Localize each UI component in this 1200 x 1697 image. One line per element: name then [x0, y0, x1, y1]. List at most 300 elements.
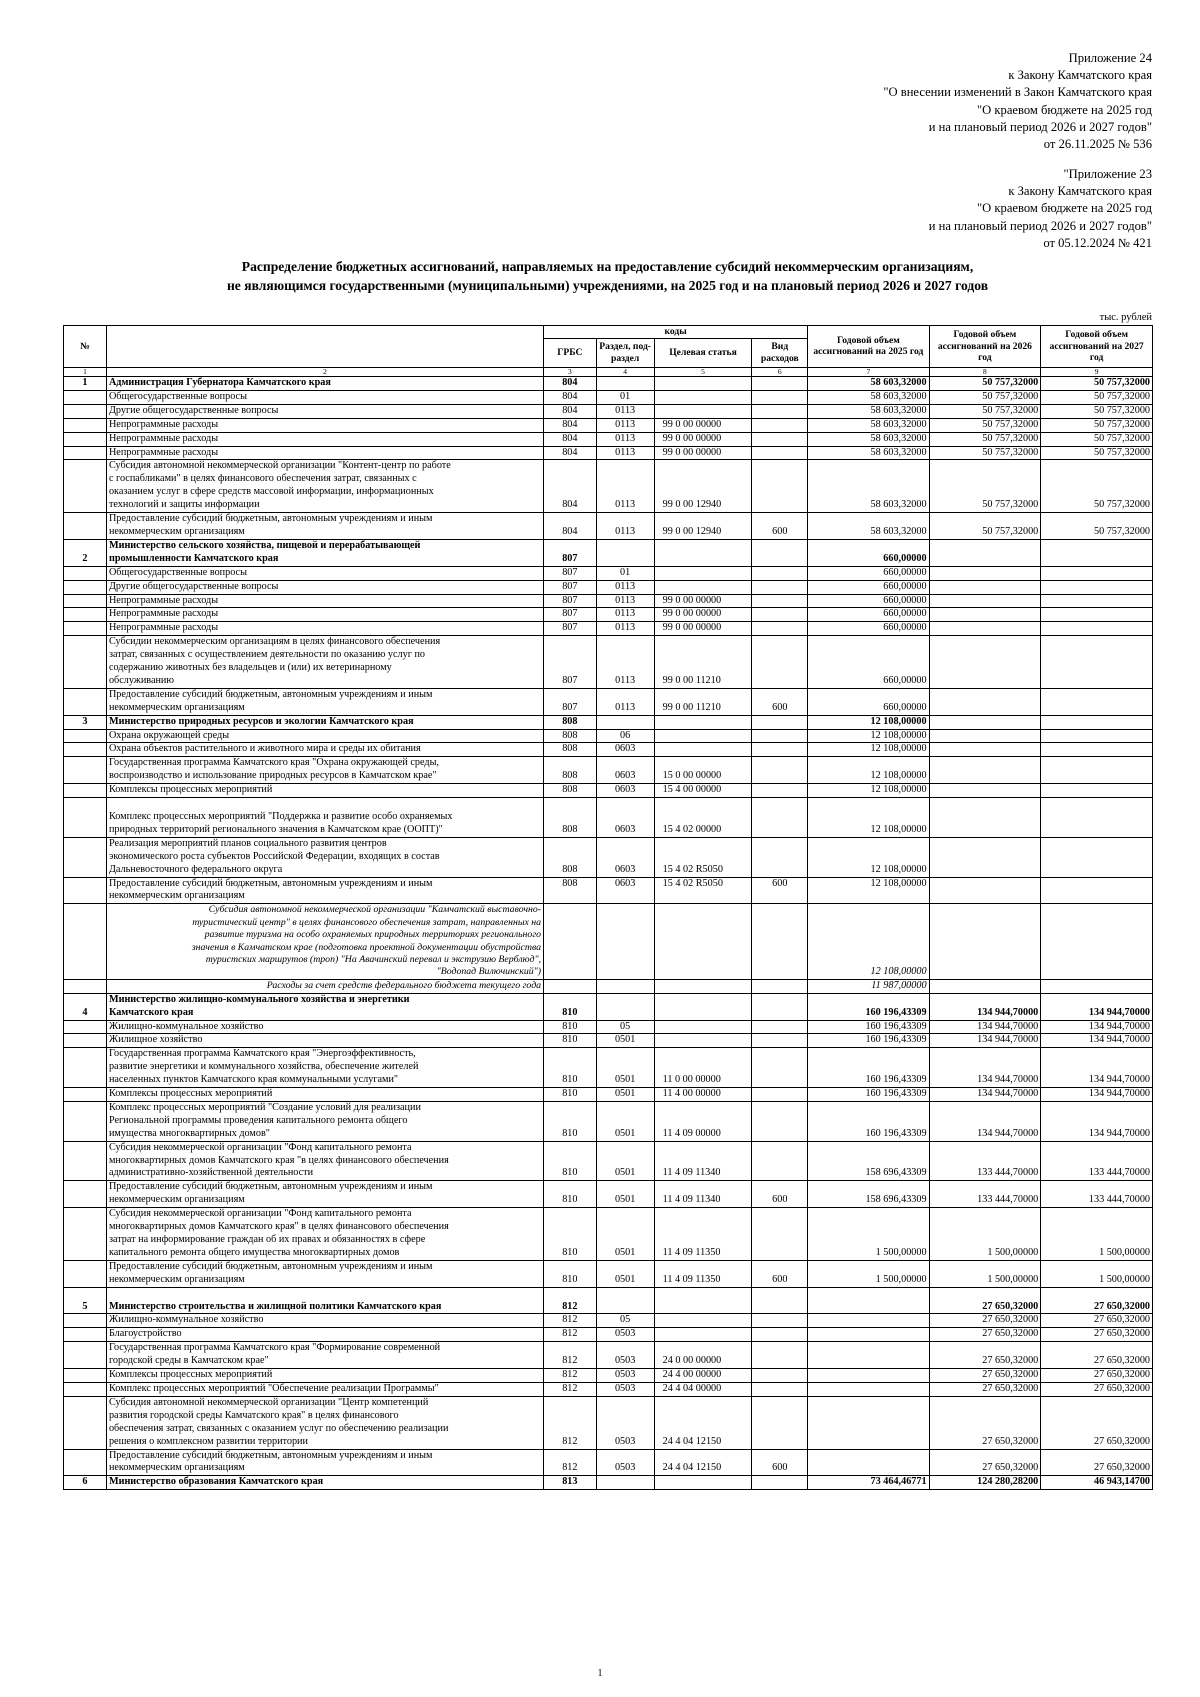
cell-amount-2025: 58 603,32000	[808, 418, 929, 432]
cell-target-article	[654, 1328, 752, 1342]
cell-amount-2026: 27 650,32000	[929, 1382, 1041, 1396]
cell-row-number	[64, 837, 107, 877]
cell-row-number	[64, 1449, 107, 1476]
cell-amount-2025: 158 696,43309	[808, 1181, 929, 1208]
cell-expense-type	[752, 784, 808, 798]
cell-expense-type	[752, 1342, 808, 1369]
cell-amount-2027	[1041, 580, 1153, 594]
cell-amount-2027	[1041, 539, 1153, 566]
cell-target-article: 15 4 02 R5050	[654, 877, 752, 904]
cell-name: Непрограммные расходы	[106, 622, 543, 636]
cell-grbs: 812	[544, 1342, 597, 1369]
cell-name: Комплекс процессных мероприятий "Поддержка и развитие особо охраняемых природных территорий регионального значения в Камчатском крае (ООПТ)"	[106, 798, 543, 838]
cell-row-number	[64, 1141, 107, 1181]
table-row	[64, 743, 1153, 757]
cell-amount-2026	[929, 979, 1041, 993]
cell-amount-2027	[1041, 622, 1153, 636]
table-row	[64, 688, 1153, 715]
cell-grbs: 808	[544, 877, 597, 904]
cell-amount-2026	[929, 784, 1041, 798]
cell-expense-type	[752, 904, 808, 979]
header-line: и на плановый период 2026 и 2027 годов"	[928, 218, 1152, 233]
cell-section: 0113	[596, 580, 654, 594]
cell-amount-2026: 27 650,32000	[929, 1369, 1041, 1383]
cell-amount-2027: 134 944,70000	[1041, 993, 1153, 1020]
cell-target-article: 15 0 00 00000	[654, 757, 752, 784]
cell-row-number	[64, 1382, 107, 1396]
cell-amount-2026	[929, 566, 1041, 580]
cell-amount-2025: 12 108,00000	[808, 743, 929, 757]
table-row	[64, 1034, 1153, 1048]
cell-target-article: 24 4 04 00000	[654, 1382, 752, 1396]
cell-section: 0503	[596, 1396, 654, 1449]
cell-expense-type	[752, 743, 808, 757]
cell-grbs: 804	[544, 432, 597, 446]
cell-name: Другие общегосударственные вопросы	[106, 580, 543, 594]
document-title	[60, 257, 1155, 295]
cell-row-number: 2	[64, 539, 107, 566]
cell-amount-2025: 58 603,32000	[808, 432, 929, 446]
cell-amount-2025: 73 464,46771	[808, 1476, 929, 1490]
cell-name: Министерство образования Камчатского края	[106, 1476, 543, 1490]
cell-name: Другие общегосударственные вопросы	[106, 404, 543, 418]
cell-amount-2027	[1041, 715, 1153, 729]
cell-amount-2026: 124 280,28200	[929, 1476, 1041, 1490]
cell-expense-type	[752, 418, 808, 432]
cell-target-article: 15 4 00 00000	[654, 784, 752, 798]
title-line: Распределение бюджетных ассигнований, направляемых на предоставление субсидий некоммерческим организациям,	[241, 259, 974, 274]
table-note-row	[64, 904, 1153, 979]
cell-section: 0113	[596, 418, 654, 432]
cell-amount-2025: 660,00000	[808, 688, 929, 715]
cell-section: 0113	[596, 688, 654, 715]
cell-name: Предоставление субсидий бюджетным, автономным учреждениям и иным некоммерческим организациям	[106, 688, 543, 715]
cell-name: Комплекс процессных мероприятий "Создание условий для реализации Региональной программы проведения капитального ремонта общего имущества многоквартирных домов"	[106, 1101, 543, 1141]
cell-amount-2025: 12 108,00000	[808, 757, 929, 784]
cell-grbs: 808	[544, 784, 597, 798]
table-row	[64, 877, 1153, 904]
cell-grbs: 807	[544, 608, 597, 622]
cell-amount-2026: 50 757,32000	[929, 460, 1041, 513]
cell-target-article: 99 0 00 11210	[654, 636, 752, 689]
table-row	[64, 798, 1153, 838]
header-line: Приложение 24	[1068, 51, 1152, 65]
cell-amount-2026	[929, 877, 1041, 904]
cell-target-article: 11 0 00 00000	[654, 1048, 752, 1088]
cell-section: 0501	[596, 1034, 654, 1048]
cell-expense-type	[752, 1476, 808, 1490]
cell-name: Непрограммные расходы	[106, 608, 543, 622]
cell-section: 0503	[596, 1449, 654, 1476]
cell-amount-2025: 58 603,32000	[808, 404, 929, 418]
cell-target-article: 99 0 00 00000	[654, 446, 752, 460]
cell-expense-type	[752, 580, 808, 594]
cell-target-article	[654, 729, 752, 743]
cell-amount-2026: 50 757,32000	[929, 377, 1041, 391]
cell-name: Министерство сельского хозяйства, пищевой и перерабатывающей промышленности Камчатского края	[106, 539, 543, 566]
cell-amount-2026: 27 650,32000	[929, 1396, 1041, 1449]
cell-section: 0113	[596, 636, 654, 689]
table-row	[64, 1396, 1153, 1449]
cell-amount-2027: 27 650,32000	[1041, 1342, 1153, 1369]
cell-name: Министерство жилищно-коммунального хозяйства и энергетики Камчатского края	[106, 993, 543, 1020]
cell-name: Комплексы процессных мероприятий	[106, 1088, 543, 1102]
cell-section: 0501	[596, 1088, 654, 1102]
appendix-24-header	[883, 50, 1152, 153]
cell-amount-2026: 134 944,70000	[929, 1034, 1041, 1048]
cell-grbs: 812	[544, 1449, 597, 1476]
cell-name: Субсидия автономной некоммерческой организации "Камчатский выставочно- туристический центр" в целях финансового обеспечения затрат, направленных на развитие туризма на особо охраняемых природных территориях регионального значения в Камчатском крае (подготовка проектной документации обустройства туристских маршрутов (троп) "На Авачинский перевал и экструзию Верблюд", "Водопад Вилючинский")	[106, 904, 543, 979]
cell-section: 0113	[596, 608, 654, 622]
cell-expense-type: 600	[752, 688, 808, 715]
cell-amount-2027	[1041, 743, 1153, 757]
table-row	[64, 1342, 1153, 1369]
cell-amount-2025: 660,00000	[808, 636, 929, 689]
col-header-2026: Годовой объем ассигнований на 2026 год	[929, 326, 1041, 368]
cell-amount-2027: 50 757,32000	[1041, 404, 1153, 418]
cell-section	[596, 377, 654, 391]
cell-amount-2026: 50 757,32000	[929, 432, 1041, 446]
cell-name: Общегосударственные вопросы	[106, 566, 543, 580]
cell-target-article: 11 4 09 11340	[654, 1141, 752, 1181]
cell-expense-type	[752, 539, 808, 566]
cell-grbs: 810	[544, 1181, 597, 1208]
table-row	[64, 1181, 1153, 1208]
cell-row-number	[64, 1369, 107, 1383]
cell-row-number: 5	[64, 1287, 107, 1314]
cell-name: Непрограммные расходы	[106, 446, 543, 460]
cell-row-number	[64, 877, 107, 904]
cell-grbs: 812	[544, 1382, 597, 1396]
cell-grbs: 812	[544, 1314, 597, 1328]
cell-name: Комплекс процессных мероприятий "Обеспечение реализации Программы"	[106, 1382, 543, 1396]
cell-name: Благоустройство	[106, 1328, 543, 1342]
table-row	[64, 1449, 1153, 1476]
cell-section: 0113	[596, 432, 654, 446]
table-row	[64, 404, 1153, 418]
cell-amount-2027: 27 650,32000	[1041, 1328, 1153, 1342]
cell-grbs: 808	[544, 837, 597, 877]
cell-expense-type	[752, 993, 808, 1020]
cell-amount-2025: 1 500,00000	[808, 1260, 929, 1287]
cell-expense-type: 600	[752, 1181, 808, 1208]
table-row	[64, 1314, 1153, 1328]
cell-amount-2025	[808, 1314, 929, 1328]
cell-amount-2026: 27 650,32000	[929, 1314, 1041, 1328]
cell-row-number	[64, 636, 107, 689]
cell-name: Жилищно-коммунальное хозяйство	[106, 1314, 543, 1328]
cell-section: 0603	[596, 837, 654, 877]
cell-section: 0501	[596, 1048, 654, 1088]
cell-row-number	[64, 418, 107, 432]
cell-grbs: 810	[544, 1208, 597, 1261]
cell-row-number	[64, 1181, 107, 1208]
header-line: к Закону Камчатского края	[1008, 68, 1152, 83]
cell-target-article: 99 0 00 00000	[654, 432, 752, 446]
cell-row-number	[64, 1208, 107, 1261]
cell-expense-type: 600	[752, 1449, 808, 1476]
cell-amount-2026	[929, 539, 1041, 566]
cell-target-article	[654, 539, 752, 566]
title-line: не являющимся государственными (муниципальными) учреждениями, на 2025 год и на плановый период 2026 и 2027 годов	[226, 278, 989, 293]
cell-expense-type	[752, 1314, 808, 1328]
cell-grbs: 808	[544, 743, 597, 757]
cell-amount-2025	[808, 1369, 929, 1383]
cell-grbs: 808	[544, 757, 597, 784]
cell-amount-2027: 27 650,32000	[1041, 1382, 1153, 1396]
cell-amount-2026	[929, 757, 1041, 784]
cell-target-article: 11 4 09 11350	[654, 1260, 752, 1287]
cell-amount-2027: 27 650,32000	[1041, 1449, 1153, 1476]
cell-amount-2026: 50 757,32000	[929, 404, 1041, 418]
table-row	[64, 1260, 1153, 1287]
cell-grbs: 807	[544, 566, 597, 580]
cell-section: 0603	[596, 743, 654, 757]
cell-amount-2025: 12 108,00000	[808, 715, 929, 729]
cell-name: Предоставление субсидий бюджетным, автономным учреждениям и иным некоммерческим организациям	[106, 1449, 543, 1476]
col-number: 3	[544, 367, 597, 377]
cell-row-number	[64, 1088, 107, 1102]
cell-target-article: 99 0 00 12940	[654, 460, 752, 513]
cell-name: Непрограммные расходы	[106, 594, 543, 608]
cell-row-number	[64, 1048, 107, 1088]
cell-amount-2027	[1041, 594, 1153, 608]
header-line: от 05.12.2024 № 421	[1043, 235, 1152, 250]
cell-amount-2025: 58 603,32000	[808, 446, 929, 460]
cell-name: Государственная программа Камчатского края "Энергоэффективность, развитие энергетики и коммунального хозяйства, обеспечение жителей населенных пунктов Камчатского края коммунальными услугами"	[106, 1048, 543, 1088]
cell-grbs: 807	[544, 539, 597, 566]
cell-amount-2025: 58 603,32000	[808, 390, 929, 404]
cell-amount-2027: 134 944,70000	[1041, 1088, 1153, 1102]
cell-section: 0113	[596, 513, 654, 540]
cell-name: Предоставление субсидий бюджетным, автономным учреждениям и иным некоммерческим организациям	[106, 1260, 543, 1287]
cell-target-article: 11 4 09 11350	[654, 1208, 752, 1261]
cell-row-number	[64, 594, 107, 608]
table-row	[64, 1208, 1153, 1261]
cell-target-article	[654, 1476, 752, 1490]
cell-name: Субсидия автономной некоммерческой организации "Центр компетенций развития городской среды Камчатского края" в целях финансового обеспечения затрат, связанных с оказанием услуг по обеспечению реализации решения о комплексном развитии территории	[106, 1396, 543, 1449]
header-line: к Закону Камчатского края	[1008, 184, 1152, 199]
col-header-codes: коды	[544, 326, 808, 339]
table-row	[64, 432, 1153, 446]
cell-target-article: 11 4 00 00000	[654, 1088, 752, 1102]
cell-grbs: 807	[544, 688, 597, 715]
cell-amount-2027: 50 757,32000	[1041, 390, 1153, 404]
cell-amount-2025: 160 196,43309	[808, 1048, 929, 1088]
cell-section: 0501	[596, 1260, 654, 1287]
table-row	[64, 460, 1153, 513]
cell-target-article: 15 4 02 R5050	[654, 837, 752, 877]
cell-section	[596, 1476, 654, 1490]
cell-row-number	[64, 979, 107, 993]
cell-section	[596, 979, 654, 993]
cell-name: Непрограммные расходы	[106, 418, 543, 432]
cell-amount-2026: 50 757,32000	[929, 446, 1041, 460]
cell-section: 06	[596, 729, 654, 743]
cell-expense-type	[752, 636, 808, 689]
cell-row-number	[64, 1260, 107, 1287]
cell-amount-2027: 134 944,70000	[1041, 1020, 1153, 1034]
cell-amount-2026	[929, 636, 1041, 689]
cell-amount-2026	[929, 608, 1041, 622]
cell-amount-2025	[808, 1328, 929, 1342]
cell-expense-type	[752, 729, 808, 743]
cell-amount-2025: 660,00000	[808, 622, 929, 636]
cell-row-number	[64, 513, 107, 540]
cell-grbs: 812	[544, 1396, 597, 1449]
cell-grbs: 808	[544, 798, 597, 838]
cell-name: Охрана объектов растительного и животного мира и среды их обитания	[106, 743, 543, 757]
col-number: 5	[654, 367, 752, 377]
cell-expense-type	[752, 837, 808, 877]
cell-name: Реализация мероприятий планов социального развития центров экономического роста субъектов Российской Федерации, входящих в состав Дальневосточного федерального округа	[106, 837, 543, 877]
col-number: 9	[1041, 367, 1153, 377]
cell-name: Жилищное хозяйство	[106, 1034, 543, 1048]
table-row	[64, 993, 1153, 1020]
cell-amount-2027: 134 944,70000	[1041, 1101, 1153, 1141]
cell-section: 05	[596, 1314, 654, 1328]
cell-amount-2027: 50 757,32000	[1041, 513, 1153, 540]
cell-expense-type	[752, 566, 808, 580]
cell-amount-2026	[929, 580, 1041, 594]
cell-target-article	[654, 377, 752, 391]
table-row	[64, 1287, 1153, 1314]
table-row	[64, 1048, 1153, 1088]
cell-amount-2025: 58 603,32000	[808, 377, 929, 391]
cell-target-article: 24 4 00 00000	[654, 1369, 752, 1383]
budget-table	[63, 325, 1153, 1490]
cell-amount-2025: 160 196,43309	[808, 1101, 929, 1141]
cell-row-number	[64, 432, 107, 446]
header-line: от 26.11.2025 № 536	[1043, 137, 1152, 152]
cell-row-number: 1	[64, 377, 107, 391]
col-header-name	[106, 326, 543, 368]
cell-grbs: 810	[544, 1101, 597, 1141]
cell-grbs: 807	[544, 636, 597, 689]
col-number: 7	[808, 367, 929, 377]
cell-target-article	[654, 566, 752, 580]
cell-grbs: 807	[544, 622, 597, 636]
col-number: 1	[64, 367, 107, 377]
cell-amount-2027	[1041, 904, 1153, 979]
cell-amount-2026	[929, 904, 1041, 979]
table-row	[64, 1101, 1153, 1141]
cell-target-article	[654, 1020, 752, 1034]
cell-target-article: 99 0 00 00000	[654, 418, 752, 432]
cell-row-number	[64, 608, 107, 622]
table-row	[64, 1382, 1153, 1396]
header-line: "О краевом бюджете на 2025 год	[977, 102, 1152, 117]
cell-row-number: 3	[64, 715, 107, 729]
cell-expense-type	[752, 594, 808, 608]
cell-amount-2025: 12 108,00000	[808, 729, 929, 743]
cell-grbs: 810	[544, 1020, 597, 1034]
cell-target-article	[654, 1314, 752, 1328]
cell-amount-2025: 12 108,00000	[808, 877, 929, 904]
cell-row-number	[64, 1101, 107, 1141]
cell-amount-2025	[808, 1449, 929, 1476]
cell-name: Администрация Губернатора Камчатского края	[106, 377, 543, 391]
cell-amount-2025: 160 196,43309	[808, 1088, 929, 1102]
cell-expense-type	[752, 404, 808, 418]
cell-amount-2026: 134 944,70000	[929, 1020, 1041, 1034]
table-row	[64, 636, 1153, 689]
cell-row-number	[64, 729, 107, 743]
cell-expense-type	[752, 1048, 808, 1088]
cell-amount-2027	[1041, 757, 1153, 784]
cell-target-article	[654, 993, 752, 1020]
cell-name: Охрана окружающей среды	[106, 729, 543, 743]
cell-grbs: 810	[544, 1260, 597, 1287]
cell-name: Субсидии некоммерческим организациям в целях финансового обеспечения затрат, связанных с осуществлением деятельности по оказанию услуг по содержанию животных без владельцев и (или) их ветеринарному обслуживанию	[106, 636, 543, 689]
cell-amount-2026: 27 650,32000	[929, 1287, 1041, 1314]
col-number: 8	[929, 367, 1041, 377]
cell-amount-2025: 160 196,43309	[808, 1020, 929, 1034]
cell-amount-2027: 27 650,32000	[1041, 1369, 1153, 1383]
cell-amount-2027: 134 944,70000	[1041, 1048, 1153, 1088]
cell-amount-2025: 12 108,00000	[808, 784, 929, 798]
cell-amount-2025: 12 108,00000	[808, 837, 929, 877]
col-header-grbs: ГРБС	[544, 338, 597, 367]
cell-amount-2026	[929, 729, 1041, 743]
cell-section: 0501	[596, 1101, 654, 1141]
cell-target-article: 11 4 09 11340	[654, 1181, 752, 1208]
cell-target-article: 99 0 00 00000	[654, 622, 752, 636]
cell-amount-2025: 660,00000	[808, 566, 929, 580]
cell-amount-2026	[929, 688, 1041, 715]
cell-amount-2027: 1 500,00000	[1041, 1208, 1153, 1261]
cell-target-article: 99 0 00 00000	[654, 608, 752, 622]
cell-name: Непрограммные расходы	[106, 432, 543, 446]
cell-name: Расходы за счет средств федерального бюджета текущего года	[106, 979, 543, 993]
cell-section: 01	[596, 390, 654, 404]
cell-expense-type	[752, 1328, 808, 1342]
cell-amount-2027: 133 444,70000	[1041, 1181, 1153, 1208]
cell-amount-2027: 50 757,32000	[1041, 460, 1153, 513]
cell-section: 0113	[596, 622, 654, 636]
table-row	[64, 539, 1153, 566]
cell-amount-2025: 12 108,00000	[808, 904, 929, 979]
cell-section	[596, 904, 654, 979]
cell-amount-2027	[1041, 979, 1153, 993]
cell-expense-type: 600	[752, 1260, 808, 1287]
cell-grbs: 810	[544, 1141, 597, 1181]
cell-amount-2026	[929, 837, 1041, 877]
cell-target-article: 99 0 00 00000	[654, 594, 752, 608]
cell-section: 0603	[596, 877, 654, 904]
cell-amount-2027	[1041, 636, 1153, 689]
cell-target-article: 15 4 02 00000	[654, 798, 752, 838]
cell-amount-2025: 160 196,43309	[808, 1034, 929, 1048]
table-row	[64, 757, 1153, 784]
cell-grbs: 804	[544, 390, 597, 404]
cell-grbs	[544, 979, 597, 993]
table-row	[64, 594, 1153, 608]
table-row	[64, 377, 1153, 391]
cell-amount-2025: 660,00000	[808, 580, 929, 594]
cell-amount-2026: 133 444,70000	[929, 1141, 1041, 1181]
cell-target-article	[654, 979, 752, 993]
cell-target-article	[654, 743, 752, 757]
cell-name: Общегосударственные вопросы	[106, 390, 543, 404]
cell-target-article: 99 0 00 12940	[654, 513, 752, 540]
cell-name: Министерство строительства и жилищной политики Камчатского края	[106, 1287, 543, 1314]
cell-name: Предоставление субсидий бюджетным, автономным учреждениям и иным некоммерческим организациям	[106, 877, 543, 904]
cell-name: Субсидия автономной некоммерческой организации "Контент-центр по работе с госпабликами" в целях финансового обеспечения затрат, связанных с оказанием услуг в сфере средств массовой информации, информационных технологий и защиты информации	[106, 460, 543, 513]
cell-row-number	[64, 580, 107, 594]
cell-target-article	[654, 715, 752, 729]
cell-section: 0603	[596, 798, 654, 838]
